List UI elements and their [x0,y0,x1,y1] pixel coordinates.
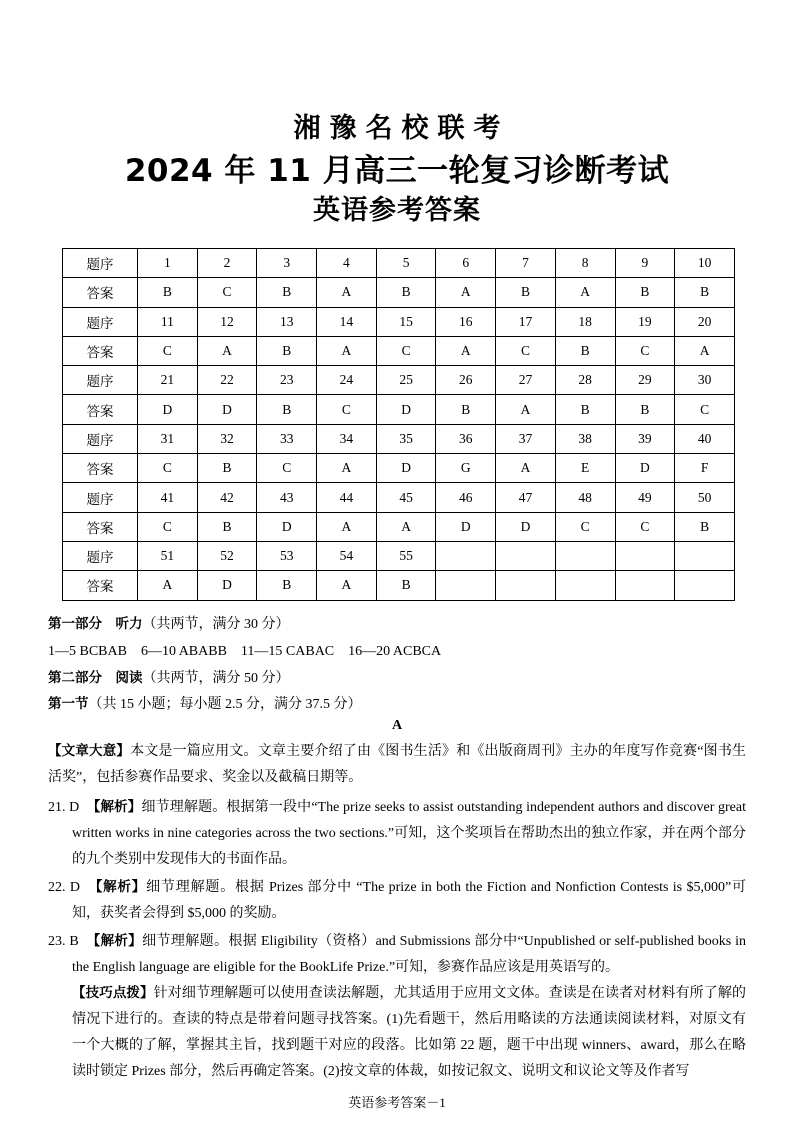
answer-row [63,278,735,307]
answer-cell: B [555,336,615,365]
answer-cell: D [257,512,317,541]
answer-cell: D [376,454,436,483]
question-number-cell: 31 [138,424,198,453]
answer-cell: B [496,278,556,307]
question-number-cell: 51 [138,541,198,570]
question-number-cell: 50 [675,483,735,512]
part2-heading: 第二部分 阅读 [48,670,143,686]
row-header: 答案 [63,454,138,483]
answer-cell: C [138,454,198,483]
answer-cell: C [257,454,317,483]
answer-cell: A [317,512,377,541]
answer-cell: B [376,571,436,600]
answer-cell: A [197,336,257,365]
answer-cell: B [555,395,615,424]
answer-cell: D [376,395,436,424]
question-number-cell: 16 [436,307,496,336]
question-number-cell: 43 [257,483,317,512]
part1-note: （共两节，满分 30 分） [142,617,290,632]
question-number-cell: 34 [317,424,377,453]
question-number-cell: 4 [317,249,377,278]
row-header: 题序 [63,424,138,453]
exam-name-title: 2024 年 11 月高三一轮复习诊断考试 [124,153,670,189]
question-number-row [63,541,735,570]
question-23-explanation [48,928,746,981]
tip-tag: 【技巧点拨】 [72,985,154,1001]
answer-cell: F [675,454,735,483]
question-number-cell: 28 [555,366,615,395]
question-number-cell: 5 [376,249,436,278]
question-number-cell: 44 [317,483,377,512]
answer-number: 22. D [48,880,80,895]
answer-table [62,248,735,601]
question-number-cell: 55 [376,541,436,570]
part2-line [48,666,748,687]
question-number-cell: 22 [197,366,257,395]
question-number-row [63,424,735,453]
question-22-explanation [48,874,746,927]
section1-heading: 第一节 [48,696,89,712]
answer-cell: G [436,454,496,483]
question-number-cell [436,541,496,570]
question-number-cell: 21 [138,366,198,395]
answer-cell: C [496,336,556,365]
question-number-cell: 17 [496,307,556,336]
article-summary [48,738,746,791]
question-number-row [63,249,735,278]
question-number-cell: 38 [555,424,615,453]
question-number-cell: 2 [197,249,257,278]
question-number-cell: 13 [257,307,317,336]
row-header: 题序 [63,249,138,278]
answer-cell: C [555,512,615,541]
part1-line [48,612,748,633]
question-number-cell: 29 [615,366,675,395]
answer-cell: B [436,395,496,424]
question-number-row [63,366,735,395]
answer-cell: A [317,336,377,365]
question-number-cell: 40 [675,424,735,453]
answer-cell: D [496,512,556,541]
analysis-tag: 【解析】 [93,799,142,815]
answer-cell: C [376,336,436,365]
answer-row [63,512,735,541]
question-number-row [63,483,735,512]
question-number-cell: 3 [257,249,317,278]
answer-cell: C [197,278,257,307]
answer-cell: B [257,395,317,424]
answer-cell [436,571,496,600]
question-number-cell: 19 [615,307,675,336]
answer-cell: B [257,278,317,307]
answer-cell: B [376,278,436,307]
answer-cell: B [615,395,675,424]
question-number-cell: 26 [436,366,496,395]
answer-cell: A [436,278,496,307]
answer-cell: C [138,336,198,365]
analysis-tag: 【解析】 [93,933,143,949]
analysis-tag: 【解析】 [95,879,147,895]
answer-number: 21. D [48,800,80,815]
question-number-cell: 33 [257,424,317,453]
answer-row [63,454,735,483]
section1-line [48,692,748,713]
question-number-cell [615,541,675,570]
part1-heading: 第一部分 听力 [48,616,143,632]
row-header: 答案 [63,395,138,424]
question-number-cell: 6 [436,249,496,278]
answer-cell: D [197,395,257,424]
question-number-cell: 12 [197,307,257,336]
question-number-cell: 18 [555,307,615,336]
question-number-cell: 39 [615,424,675,453]
row-header: 题序 [63,307,138,336]
analysis-text: 细节理解题。根据 Eligibility（资格）and Submissions 部分中“Unpublished or self-published books in the English language are eligible for the BookLife Prize.”可知，参赛作品应该是用英语写的。 [72,934,746,975]
question-number-cell: 7 [496,249,556,278]
question-number-cell: 25 [376,366,436,395]
question-number-row [63,307,735,336]
answer-cell: B [675,512,735,541]
answer-cell: B [257,336,317,365]
answer-cell: B [138,278,198,307]
question-number-cell: 45 [376,483,436,512]
row-header: 题序 [63,541,138,570]
question-number-cell: 30 [675,366,735,395]
answer-cell: D [615,454,675,483]
summary-text: 本文是一篇应用文。文章主要介绍了由《图书生活》和《出版商周刊》主办的年度写作竞赛“图书生活奖”，包括参赛作品要求、奖金以及截稿日期等。 [48,744,746,785]
part1-answers: 1—5 BCBAB 6—10 ABABB 11—15 CABAC 16—20 ACBCA [48,644,442,659]
answer-cell [496,571,556,600]
answer-cell: D [436,512,496,541]
answer-row [63,571,735,600]
row-header: 答案 [63,571,138,600]
answer-cell: C [138,512,198,541]
answer-cell: C [615,512,675,541]
question-number-cell: 46 [436,483,496,512]
page-footer: 英语参考答案－1 [348,1095,446,1110]
summary-tag: 【文章大意】 [48,743,131,759]
question-number-cell: 35 [376,424,436,453]
answer-cell [615,571,675,600]
answer-cell: A [436,336,496,365]
answer-cell: A [317,454,377,483]
answer-cell: A [317,278,377,307]
question-number-cell [555,541,615,570]
answer-row [63,336,735,365]
answer-cell: B [615,278,675,307]
question-number-cell: 9 [615,249,675,278]
question-number-cell: 41 [138,483,198,512]
question-21-explanation [48,794,746,873]
question-number-cell: 11 [138,307,198,336]
analysis-text: 细节理解题。根据第一段中“The prize seeks to assist outstanding independent authors and discover great written works in nine categories across the two sections.”可知，这个奖项旨在帮助杰出的独立作家，并在两个部分的九个类别中发现伟大的书面作品。 [72,800,746,867]
row-header: 题序 [63,483,138,512]
row-header: 答案 [63,512,138,541]
exam-org-title: 湘豫名校联考 [293,113,510,144]
question-number-cell: 20 [675,307,735,336]
question-number-cell: 49 [615,483,675,512]
question-number-cell: 53 [257,541,317,570]
answer-cell: B [197,454,257,483]
answer-cell [555,571,615,600]
answer-number: 23. B [48,934,79,949]
question-number-cell: 36 [436,424,496,453]
question-number-cell: 37 [496,424,556,453]
question-number-cell: 54 [317,541,377,570]
answer-cell: E [555,454,615,483]
answer-cell: A [138,571,198,600]
row-header: 题序 [63,366,138,395]
answer-cell: A [317,571,377,600]
answer-cell: C [615,336,675,365]
question-number-cell [496,541,556,570]
answer-cell: C [317,395,377,424]
answer-cell: D [197,571,257,600]
question-number-cell: 8 [555,249,615,278]
tip-text: 针对细节理解题可以使用查读法解题，尤其适用于应用文文体。查读是在读者对材料有所了解的情况下进行的。查读的特点是带着问题寻找答案。(1)先看题干，然后用略读的方法通读阅读材料，对原文有一个大概的了解，掌握其主旨，找到题干对应的段落。比如第 22 题，题干中出现 winners、award，那么在略读时锁定 Prizes 部分，然后再确定答案。(2)按文章的体裁，如按记叙文、说明文和议论文等及作者写 [72,986,746,1079]
answer-cell: B [197,512,257,541]
analysis-text: 细节理解题。根据 Prizes 部分中 “The prize in both the Fiction and Nonfiction Contests is $5,000”可知，获奖者会得到 $5,000 的奖励。 [72,880,746,921]
question-number-cell: 52 [197,541,257,570]
answer-cell: D [138,395,198,424]
row-header: 答案 [63,336,138,365]
question-number-cell: 48 [555,483,615,512]
question-number-cell: 24 [317,366,377,395]
section1-note: （共 15 小题；每小题 2.5 分，满分 37.5 分） [88,697,362,712]
question-number-cell: 23 [257,366,317,395]
question-number-cell: 1 [138,249,198,278]
answer-cell: A [496,395,556,424]
passage-label: A [391,718,403,733]
answer-cell: A [376,512,436,541]
answer-cell: B [257,571,317,600]
technique-tip [72,980,746,1084]
question-number-cell: 15 [376,307,436,336]
part2-note: （共两节，满分 50 分） [142,671,290,686]
row-header: 答案 [63,278,138,307]
answer-key-title: 英语参考答案 [313,195,481,226]
answer-cell: A [675,336,735,365]
answer-cell: B [675,278,735,307]
question-number-cell: 10 [675,249,735,278]
question-number-cell: 47 [496,483,556,512]
answer-cell: A [555,278,615,307]
question-number-cell: 42 [197,483,257,512]
question-number-cell: 27 [496,366,556,395]
answer-cell: C [675,395,735,424]
answer-cell [675,571,735,600]
answer-row [63,395,735,424]
answer-cell: A [496,454,556,483]
question-number-cell: 14 [317,307,377,336]
question-number-cell [675,541,735,570]
question-number-cell: 32 [197,424,257,453]
